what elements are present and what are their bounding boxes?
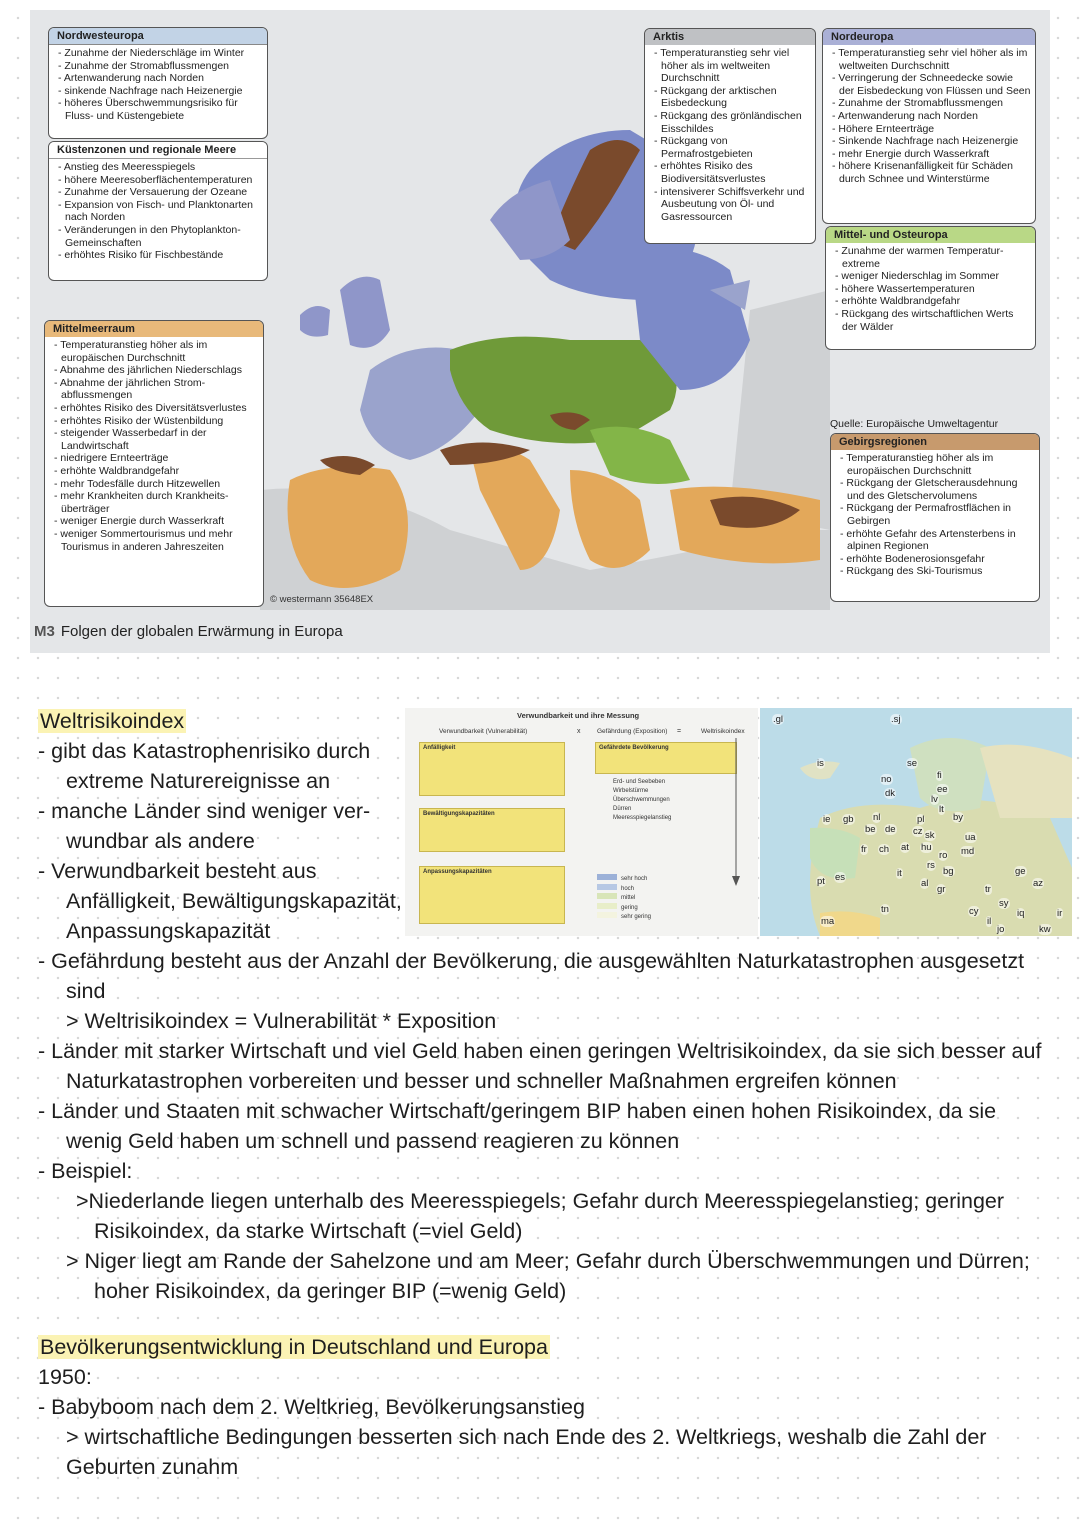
box-item: - erhöhte Waldbrandgefahr: [834, 295, 1031, 308]
box-gebirgsregionen: [830, 433, 1040, 602]
box-item: - höhere Wassertemperaturen: [834, 283, 1031, 296]
box-item: - Zunahme der warmen Temperatur-extreme: [834, 245, 1031, 270]
box-title: Nordeuropa: [823, 29, 1035, 45]
copyright: © westermann 35648EX: [270, 594, 374, 605]
box-item: - Temperaturanstieg höher als im europäischen Durchschnitt: [839, 452, 1035, 477]
climate-map-figure: [30, 10, 1050, 653]
arrow-down-icon: [731, 738, 741, 888]
box-item: - mehr Krankheiten durch Krankheits-überträger: [53, 490, 259, 515]
box-item: - mehr Todesfälle durch Hitzewellen: [53, 478, 259, 491]
box-item: - erhöhte Waldbrandgefahr: [53, 465, 259, 478]
box-item: - erhöhtes Risiko des Diversitätsverlustes: [53, 402, 259, 415]
box-title: Arktis: [645, 29, 815, 45]
box-item: - Anstieg des Meeresspiegels: [57, 161, 263, 174]
table-title: Verwundbarkeit und ihre Messung: [517, 711, 640, 720]
box-item: - weniger Niederschlag im Sommer: [834, 270, 1031, 283]
box-title: Mittelmeerraum: [45, 321, 263, 337]
box-item: - Abnahme der jährlichen Strom-abflussmengen: [53, 377, 259, 402]
note-line: - Beispiel:: [38, 1159, 133, 1183]
vulnerability-table-image: [405, 708, 758, 936]
table-op2: =: [677, 728, 682, 735]
table-col2: Gefährdung (Exposition): [597, 728, 668, 735]
box-item: - Rückgang des wirtschaftlichen Werts der Wälder: [834, 308, 1031, 333]
box-item: - höheres Überschwemmungsrisiko für Fluss- und Küstengebiete: [57, 97, 263, 122]
box-list: [645, 47, 815, 223]
box-item: - erhöhtes Risiko für Fischbestände: [57, 249, 263, 262]
box-item: - Artenwanderung nach Norden: [57, 72, 263, 85]
table-cell-anpassung: Anpassungskapazitäten: [419, 866, 565, 924]
hazard-list: Erd- und Seebeben Wirbelstürme Überschwemmungen Dürren Meeresspiegelanstieg: [613, 779, 672, 821]
box-list: [49, 47, 267, 123]
table-col3: Weltrisikoindex: [701, 728, 745, 735]
box-title: Nordwesteuropa: [49, 28, 267, 45]
box-item: - erhöhte Gefahr des Artensterbens in alpinen Regionen: [839, 528, 1035, 553]
box-item: - Rückgang der arktischen Eisbedeckung: [653, 85, 811, 110]
map-source: Quelle: Europäische Umweltagentur: [830, 418, 999, 430]
box-item: - mehr Energie durch Wasserkraft: [831, 148, 1031, 161]
wri-title: Weltrisikoindex: [40, 709, 185, 733]
box-item: - intensiverer Schiffsverkehr und Ausbeutung von Öl- und Gasressourcen: [653, 186, 811, 224]
box-title: Gebirgsregionen: [831, 434, 1039, 450]
note-line: - Verwundbarkeit besteht aus: [38, 859, 317, 883]
box-item: - Zunahme der Stromabflussmengen: [57, 60, 263, 73]
note-line: Geburten zunahm: [66, 1455, 239, 1479]
caption-text: Folgen der globalen Erwärmung in Europa: [60, 623, 343, 640]
box-item: - Zunahme der Stromabflussmengen: [831, 97, 1031, 110]
box-item: - sinkende Nachfrage nach Heizenergie: [57, 85, 263, 98]
box-item: - höhere Meeresoberflächentemperaturen: [57, 174, 263, 187]
box-item: - Temperaturanstieg sehr viel höher als im weltweiten Durchschnitt: [653, 47, 811, 85]
box-item: - Verringerung der Schneedecke sowie der Eisbedeckung von Flüssen und Seen: [831, 72, 1031, 97]
note-line: > Weltrisikoindex = Vulnerabilität * Exposition: [66, 1009, 497, 1033]
caption-label: M3: [34, 623, 55, 640]
box-item: - Temperaturanstieg sehr viel höher als im weltweiten Durchschnitt: [831, 47, 1031, 72]
table-col1: Verwundbarkeit (Vulnerabilität): [439, 728, 528, 735]
box-item: - erhöhte Bodenerosionsgefahr: [839, 553, 1035, 566]
box-item: - Temperaturanstieg höher als im europäischen Durchschnitt: [53, 339, 259, 364]
box-item: - Sinkende Nachfrage nach Heizenergie: [831, 135, 1031, 148]
note-line: Risikoindex, da starke Wirtschaft (=viel Geld): [94, 1219, 523, 1243]
box-item: - weniger Energie durch Wasserkraft: [53, 515, 259, 528]
box-list: [831, 452, 1039, 578]
table-op1: x: [577, 728, 581, 735]
box-list: [823, 47, 1035, 186]
box-mittelmeerraum: [44, 320, 264, 607]
box-item: - erhöhtes Risiko der Wüstenbildung: [53, 415, 259, 428]
box-nordeuropa: [822, 28, 1036, 224]
table-cell-bevoelkerung: Gefährdete Bevölkerung: [595, 742, 737, 774]
note-line: - gibt das Katastrophenrisiko durch: [38, 739, 371, 763]
box-list: [45, 339, 263, 553]
box-item: - Rückgang der Permafrostflächen in Gebirgen: [839, 502, 1035, 527]
box-item: - Artenwanderung nach Norden: [831, 110, 1031, 123]
note-line: - Babyboom nach dem 2. Weltkrieg, Bevölkerungsanstieg: [38, 1395, 585, 1419]
box-item: - niedrigere Ernteerträge: [53, 452, 259, 465]
box-item: - steigender Wasserbedarf in der Landwirtschaft: [53, 427, 259, 452]
note-line: Anpassungskapazität: [66, 919, 271, 943]
box-kuestenzonen: [48, 141, 268, 281]
note-line: Anfälligkeit, Bewältigungskapazität,: [66, 889, 402, 913]
box-list: [49, 161, 267, 262]
note-line: 1950:: [38, 1365, 92, 1389]
box-mittel-osteuropa: [825, 226, 1036, 350]
box-item: - Rückgang von Permafrostgebieten: [653, 135, 811, 160]
world-risk-minimap: .gl .sj is se no fi ee lv dk lt ie gb nl pl by be de cz sk ua fr ch at hu md ro pt es it rs bg gr al tr cy sy iq ir ge az il jo kw ma tn: [760, 708, 1072, 936]
box-item: - Abnahme des jährlichen Niederschlags: [53, 364, 259, 377]
legend-list: sehr hoch hoch mittel gering sehr gering: [597, 874, 651, 922]
note-line: extreme Naturereignisse an: [66, 769, 331, 793]
box-title: Küstenzonen und regionale Meere: [49, 142, 267, 159]
note-line: > wirtschaftliche Bedingungen besserten sich nach Ende des 2. Weltkriegs, weshalb die Zahl der: [66, 1425, 987, 1449]
table-cell-bewaeltigung: Bewältigungskapazitäten: [419, 808, 565, 852]
bev-title: Bevölkerungsentwicklung in Deutschland und Europa: [40, 1335, 548, 1359]
note-line: - manche Länder sind weniger ver-: [38, 799, 371, 823]
box-item: - Expansion von Fisch- und Planktonarten nach Norden: [57, 199, 263, 224]
note-line: - Länder und Staaten mit schwacher Wirtschaft/geringem BIP haben einen hohen Risikoindex, da sie: [38, 1099, 997, 1123]
box-item: - Zunahme der Niederschläge im Winter: [57, 47, 263, 60]
note-line: >Niederlande liegen unterhalb des Meeresspiegels; Gefahr durch Meeresspiegelanstieg; geringer: [76, 1189, 1005, 1213]
table-cell-anfaelligkeit: Anfälligkeit: [419, 742, 565, 796]
box-item: - erhöhtes Risiko des Biodiversitätsverlustes: [653, 160, 811, 185]
note-line: > Niger liegt am Rande der Sahelzone und am Meer; Gefahr durch Überschwemmungen und Dürren;: [66, 1249, 1030, 1273]
note-line: wundbar als andere: [66, 829, 255, 853]
box-list: [826, 245, 1035, 333]
box-item: - Rückgang der Gletscherausdehnung und des Gletschervolumens: [839, 477, 1035, 502]
note-line: hoher Risikoindex, da geringer BIP (=wenig Geld): [94, 1279, 567, 1303]
box-nordwesteuropa: [48, 27, 268, 139]
box-item: - Zunahme der Versauerung der Ozeane: [57, 186, 263, 199]
box-item: - Rückgang des Ski-Tourismus: [839, 565, 1035, 578]
box-item: - Rückgang des grönländischen Eisschildes: [653, 110, 811, 135]
box-title: Mittel- und Osteuropa: [826, 227, 1035, 243]
note-line: sind: [66, 979, 106, 1003]
box-arktis: [644, 28, 816, 244]
box-item: - Veränderungen in den Phytoplankton-Gemeinschaften: [57, 224, 263, 249]
note-line: - Gefährdung besteht aus der Anzahl der Bevölkerung, die ausgewählten Naturkatastrophen ausgesetzt: [38, 949, 1025, 973]
note-line: wenig Geld haben um schnell und passend reagieren zu können: [66, 1129, 680, 1153]
box-item: - Höhere Ernteerträge: [831, 123, 1031, 136]
figure-caption: [34, 623, 343, 640]
note-line: - Länder mit starker Wirtschaft und viel Geld haben einen geringen Weltrisikoindex, da sie sich besser auf: [38, 1039, 1042, 1063]
box-item: - weniger Sommertourismus und mehr Tourismus in anderen Jahreszeiten: [53, 528, 259, 553]
note-line: Naturkatastrophen vorbereiten und besser und schneller Maßnahmen ergreifen können: [66, 1069, 897, 1093]
box-item: - höhere Krisenanfälligkeit für Schäden durch Schnee und Winterstürme: [831, 160, 1031, 185]
